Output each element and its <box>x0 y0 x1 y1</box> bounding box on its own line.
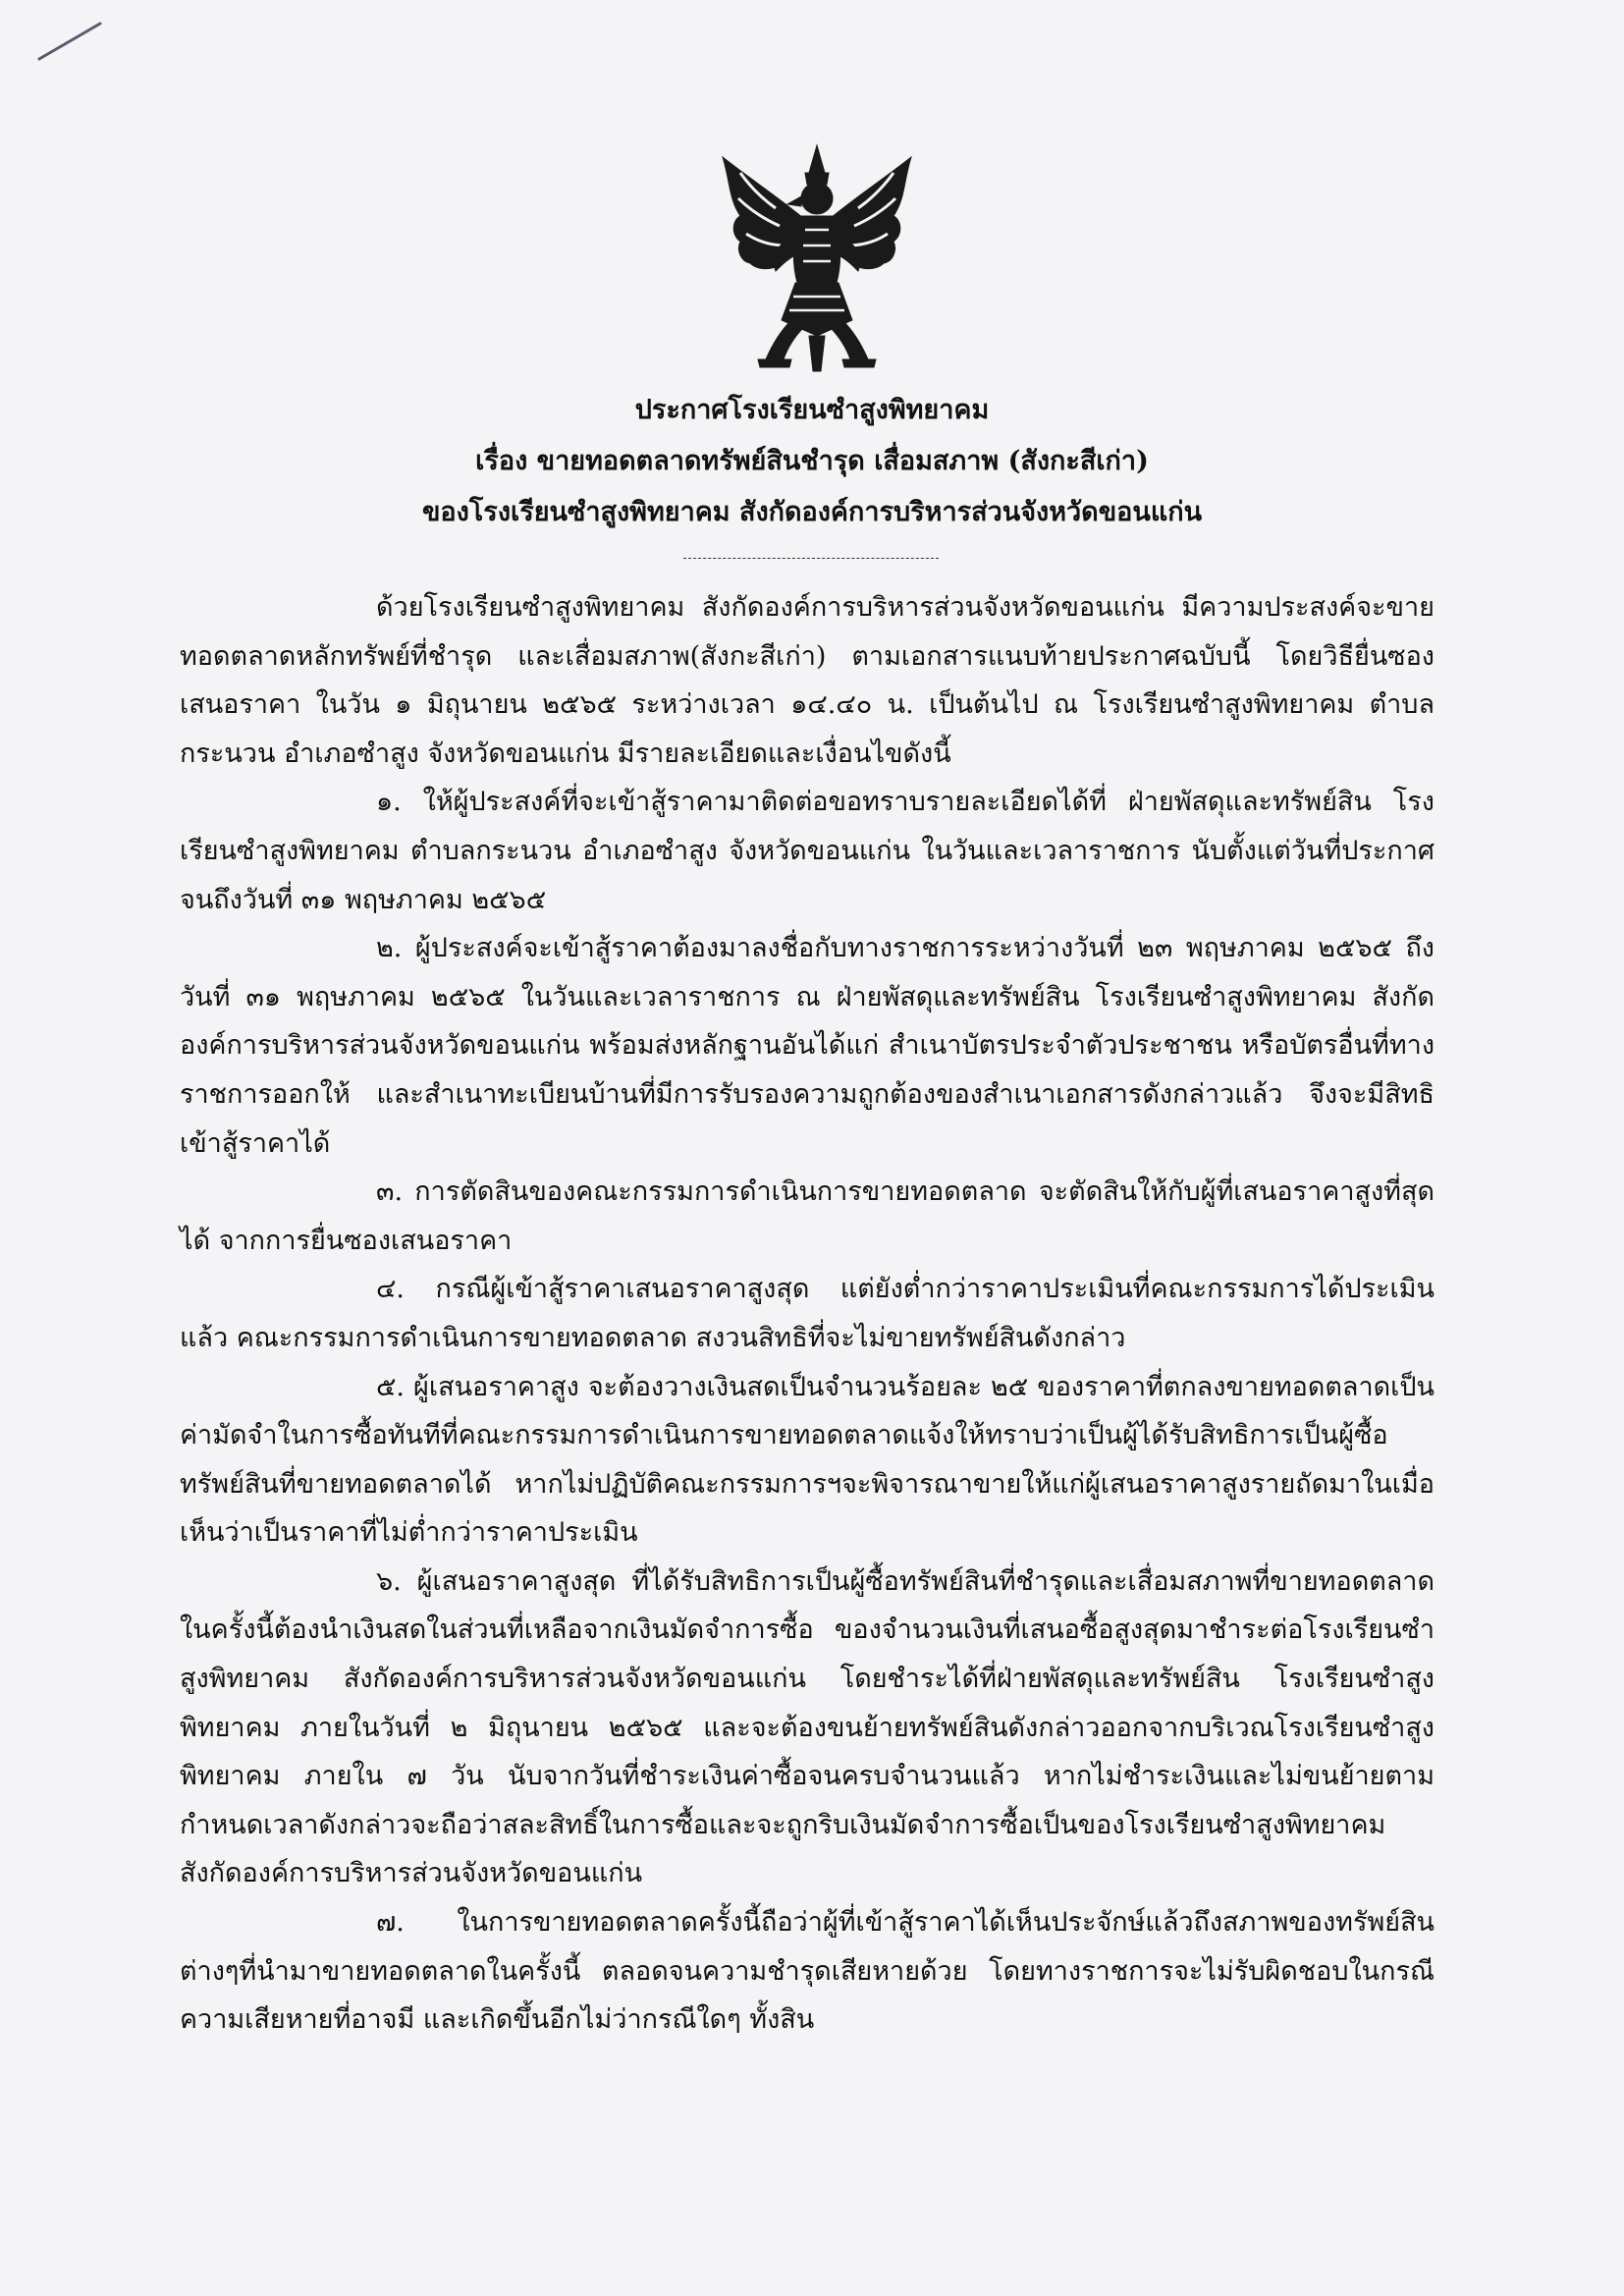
document-header <box>295 385 1329 538</box>
announcement-organization: ของโรงเรียนซำสูงพิทยาคม สังกัดองค์การบริหารส่วนจังหวัดขอนแก่น <box>421 497 1203 527</box>
clause-7: ๗. ในการขายทอดตลาดครั้งนี้ถือว่าผู้ที่เข้าสู้ราคาได้เห็นประจักษ์แล้วถึงสภาพของทรัพย์สินต่างๆที่นำมาขายทอดตลาดในครั้งนี้ ตลอดจนความชำรุดเสียหายด้วย โดยทางราชการจะไม่รับผิดชอบในกรณีความเสียหายที่อาจมี และเกิดขึ้นอีกไม่ว่ากรณีใดๆ ทั้งสิน <box>180 1907 1435 2036</box>
clause-3: ๓. การตัดสินของคณะกรรมการดำเนินการขายทอดตลาด จะตัดสินให้กับผู้ที่เสนอราคาสูงที่สุดได้ จากการยื่นซองเสนอราคา <box>180 1176 1435 1256</box>
intro-paragraph: ด้วยโรงเรียนซำสูงพิทยาคม สังกัดองค์การบริหารส่วนจังหวัดขอนแก่น มีความประสงค์จะขายทอดตลาดหลักทรัพย์ที่ชำรุด และเสื่อมสภาพ(สังกะสีเก่า) ตามเอกสารแนบท้ายประกาศฉบับนี้ โดยวิธียื่นซองเสนอราคา ในวัน ๑ มิถุนายน ๒๕๖๕ ระหว่างเวลา ๑๔.๔๐ น. เป็นต้นไป ณ โรงเรียนซำสูงพิทยาคม ตำบลกระนวน อำเภอซำสูง จังหวัดขอนแก่น มีรายละเอียดและเงื่อนไขดังนี้ <box>180 592 1435 769</box>
announcement-subject: เรื่อง ขายทอดตลาดทรัพย์สินชำรุด เสื่อมสภาพ (สังกะสีเก่า) <box>475 446 1149 476</box>
clause-2: ๒. ผู้ประสงค์จะเข้าสู้ราคาต้องมาลงชื่อกับทางราชการระหว่างวันที่ ๒๓ พฤษภาคม ๒๕๖๕ ถึงวันที่ ๓๑ พฤษภาคม ๒๕๖๕ ในวันและเวลาราชการ ณ ฝ่ายพัสดุและทรัพย์สิน โรงเรียนซำสูงพิทยาคม สังกัดองค์การบริหารส่วนจังหวัดขอนแก่น พร้อมส่งหลักฐานอันได้แก่ สำเนาบัตรประจำตัวประชาชน หรือบัตรอื่นที่ทางราชการออกให้ และสำเนาทะเบียนบ้านที่มีการรับรองความถูกต้องของสำเนาเอกสารดังกล่าวแล้ว จึงจะมีสิทธิเข้าสู้ราคาได้ <box>180 933 1435 1159</box>
announcement-title: ประกาศโรงเรียนซำสูงพิทยาคม <box>634 395 990 425</box>
clause-4: ๔. กรณีผู้เข้าสู้ราคาเสนอราคาสูงสุด แต่ยังต่ำกว่าราคาประเมินที่คณะกรรมการได้ประเมินแล้ว คณะกรรมการดำเนินการขายทอดตลาด สงวนสิทธิที่จะไม่ขายทรัพย์สินดังกล่าว <box>180 1274 1435 1353</box>
document-body <box>180 583 1435 2045</box>
clause-5: ๕. ผู้เสนอราคาสูง จะต้องวางเงินสดเป็นจำนวนร้อยละ ๒๕ ของราคาที่ตกลงขายทอดตลาดเป็นค่ามัดจำในการซื้อทันทีที่คณะกรรมการดำเนินการขายทอดตลาดแจ้งให้ทราบว่าเป็นผู้ได้รับสิทธิการเป็นผู้ซื้อทรัพย์สินที่ขายทอดตลาดได้ หากไม่ปฏิบัติคณะกรรมการฯจะพิจารณาขายให้แก่ผู้เสนอราคาสูงรายถัดมาในเมื่อเห็นว่าเป็นราคาที่ไม่ต่ำกว่าราคาประเมิน <box>180 1371 1435 1549</box>
header-divider <box>683 558 939 559</box>
clause-6: ๖. ผู้เสนอราคาสูงสุด ที่ได้รับสิทธิการเป็นผู้ซื้อทรัพย์สินที่ชำรุดและเสื่อมสภาพที่ขายทอดตลาดในครั้งนี้ต้องนำเงินสดในส่วนที่เหลือจากเงินมัดจำการซื้อ ของจำนวนเงินที่เสนอซื้อสูงสุดมาชำระต่อโรงเรียนซำสูงพิทยาคม สังกัดองค์การบริหารส่วนจังหวัดขอนแก่น โดยชำระได้ที่ฝ่ายพัสดุและทรัพย์สิน โรงเรียนซำสูงพิทยาคม ภายในวันที่ ๒ มิถุนายน ๒๕๖๕ และจะต้องขนย้ายทรัพย์สินดังกล่าวออกจากบริเวณโรงเรียนซำสูงพิทยาคม ภายใน ๗ วัน นับจากวันที่ชำระเงินค่าซื้อจนครบจำนวนแล้ว หากไม่ชำระเงินและไม่ขนย้ายตามกำหนดเวลาดังกล่าวจะถือว่าสละสิทธิ์ในการซื้อและจะถูกริบเงินมัดจำการซื้อเป็นของโรงเรียนซำสูงพิทยาคม สังกัดองค์การบริหารส่วนจังหวัดขอนแก่น <box>180 1565 1435 1889</box>
clause-1: ๑. ให้ผู้ประสงค์ที่จะเข้าสู้ราคามาติดต่อขอทราบรายละเอียดได้ที่ ฝ่ายพัสดุและทรัพย์สิน โรงเรียนซำสูงพิทยาคม ตำบลกระนวน อำเภอซำสูง จังหวัดขอนแก่น ในวันและเวลาราชการ นับตั้งแต่วันที่ประกาศ จนถึงวันที่ ๓๑ พฤษภาคม ๒๕๖๕ <box>180 787 1435 915</box>
garuda-emblem-icon <box>711 139 923 375</box>
pen-mark <box>37 20 106 63</box>
